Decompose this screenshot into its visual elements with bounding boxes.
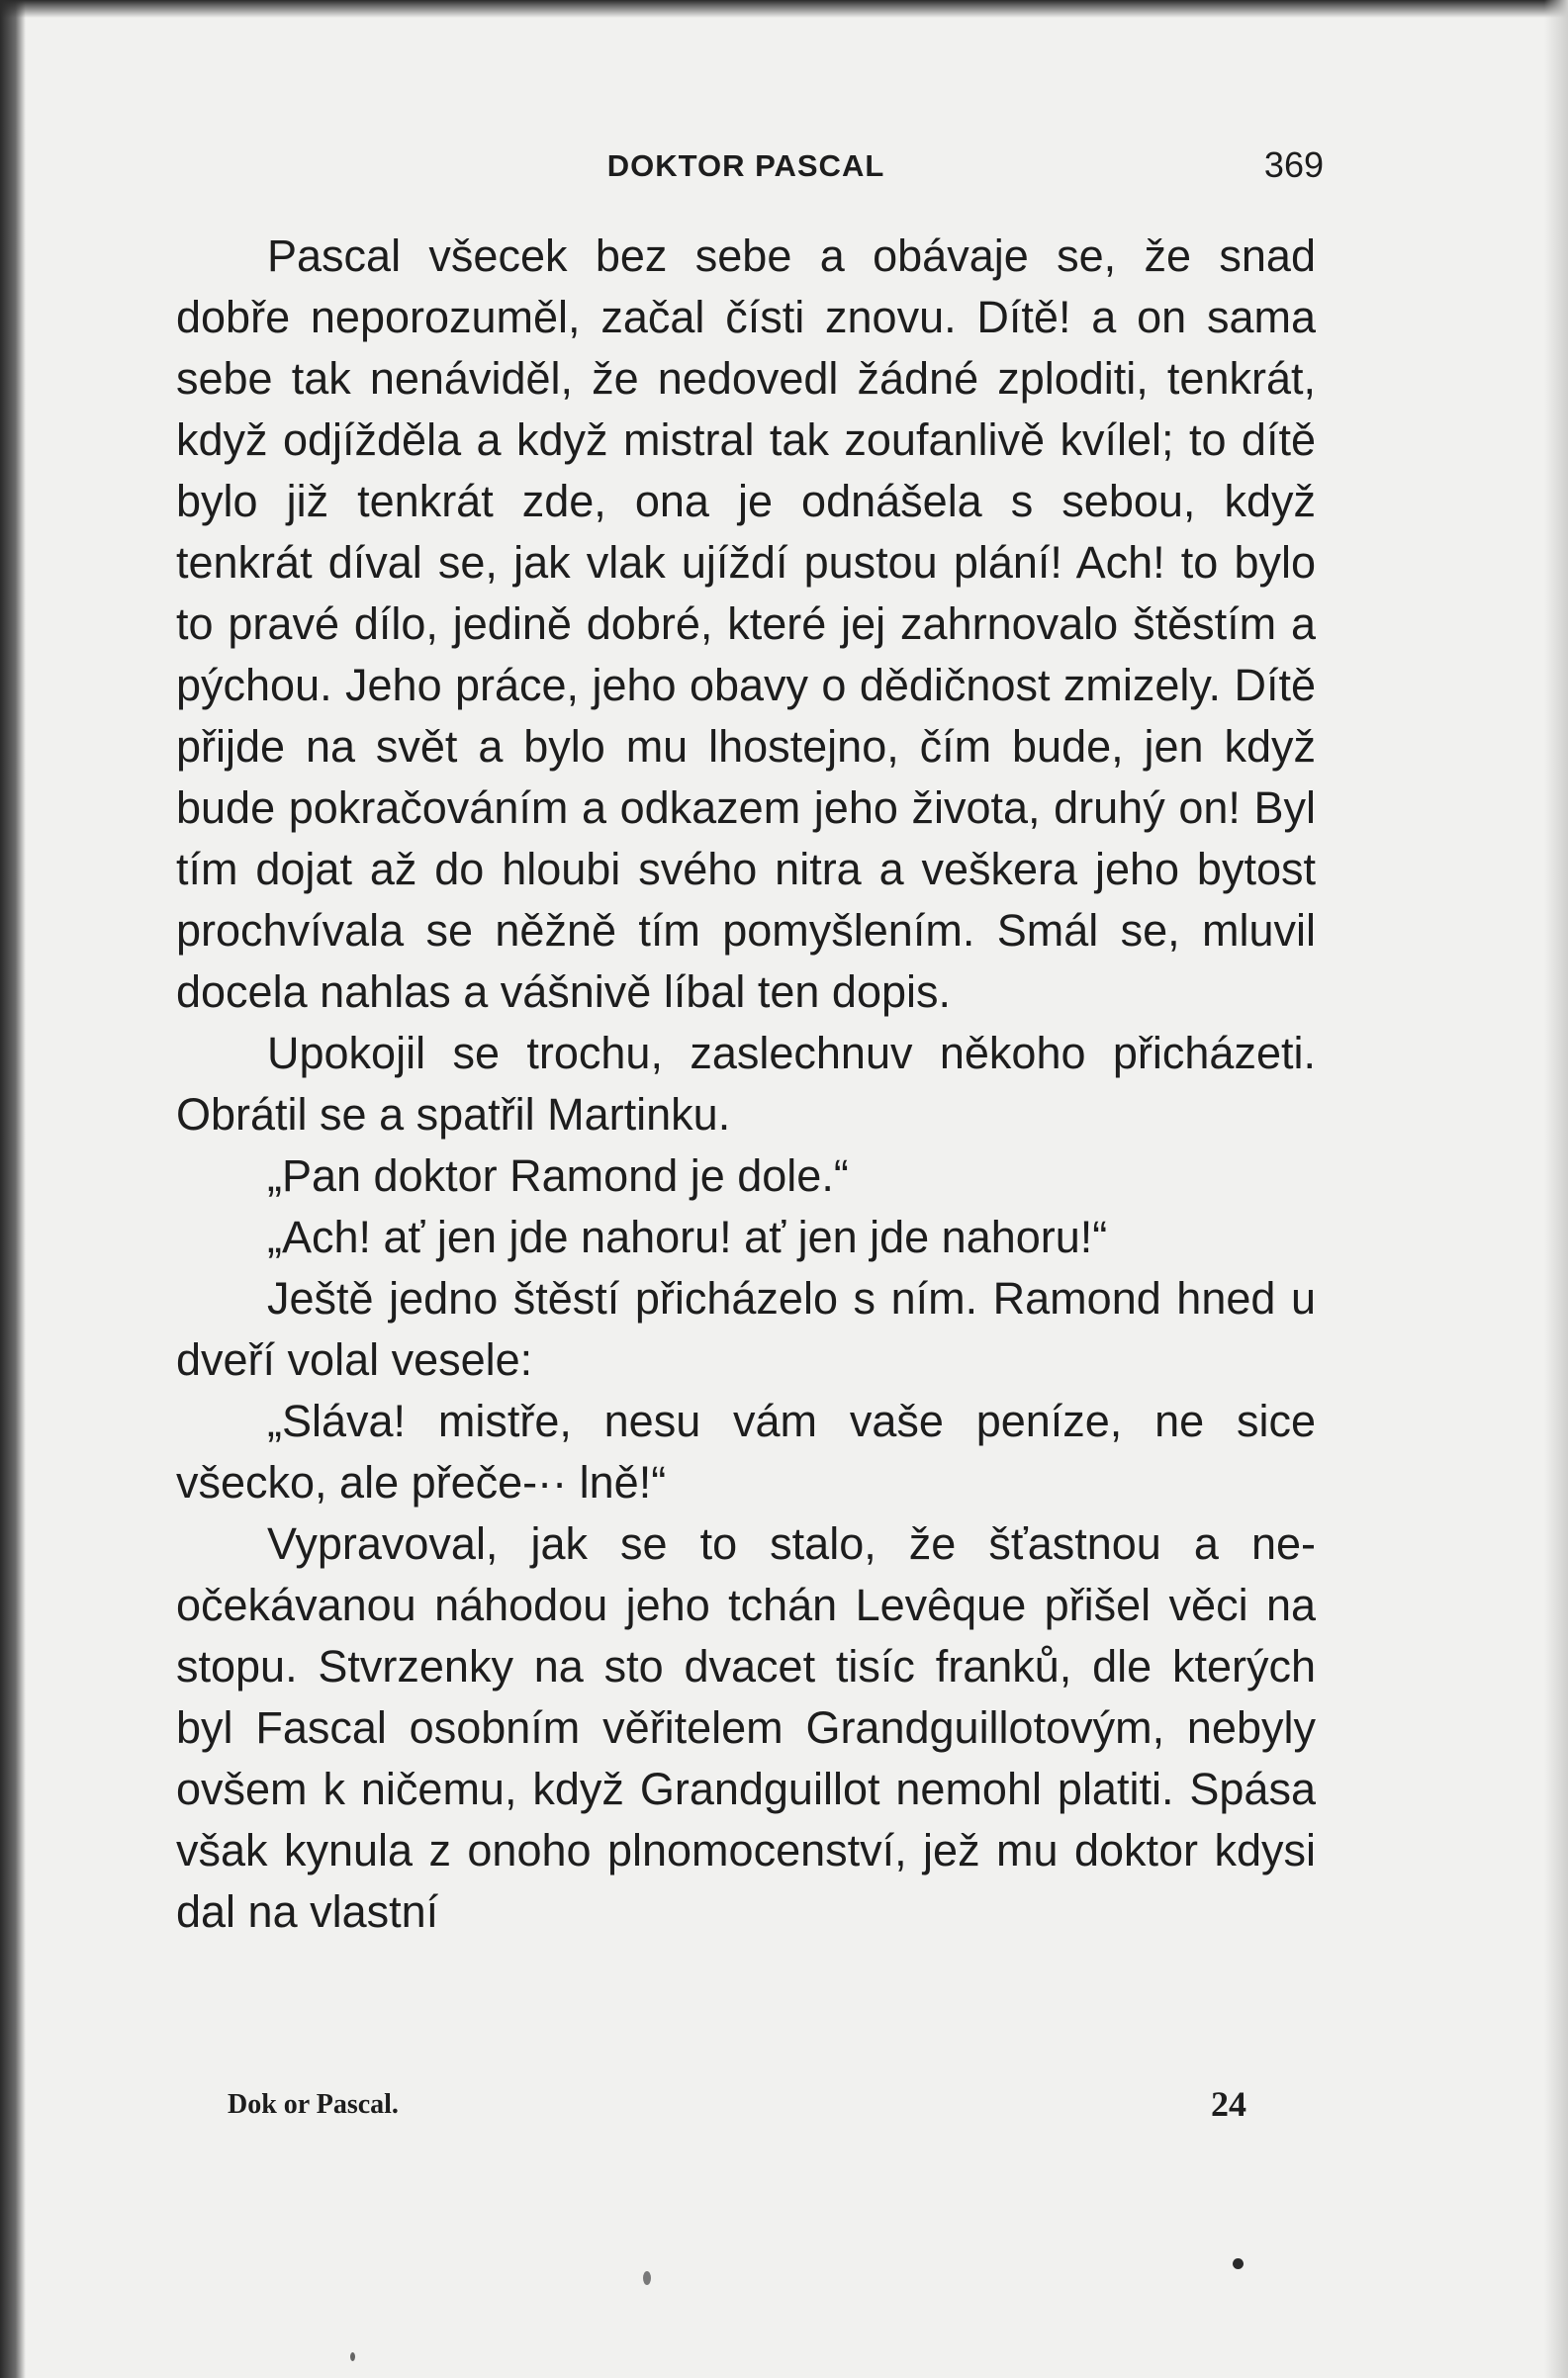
body-text [176,226,1316,1943]
paragraph: Ještě jedno štěstí přicházelo s ním. Ramond hned u dveří volal vesele: [176,1273,1316,1385]
sheet-number: 24 [1211,2084,1246,2124]
ink-speck [350,2352,355,2361]
page-number: 369 [1263,144,1324,185]
paragraph: „Pan doktor Ramond je dole.“ [267,1150,849,1201]
ink-speck [643,2271,651,2285]
signature-mark: Dok or Pascal. [228,2089,399,2120]
scan-edge-top [0,0,1568,18]
scan-edge-left [0,0,26,2378]
paragraph: Vypravoval, jak se to stalo, že šťastnou a neočekávanou náhodou jeho tchán Levêque přišel věci na stopu. Stvrzenky na sto dvacet tisíc franků, dle kterých byl Fascal osobním věřitelem Grandguillotovým, nebyly ovšem k ničemu, když Grandguillot nemohl platiti. Spása však kynula z onoho plnomocenství, jež mu doktor kdysi dal na vlastní [176,1518,1316,1937]
ink-speck [1233,2258,1244,2269]
book-page [176,144,1324,1943]
page-footer [228,2084,1246,2129]
running-head [176,144,1324,198]
paragraph: „Sláva! mistře, nesu vám vaše peníze, ne sice všecko, ale přeče-·· lně!“ [176,1396,1316,1508]
running-title: DOKTOR PASCAL [606,148,885,183]
paragraph: Upokojil se trochu, zaslechnuv někoho přicházeti. Obrátil se a spatřil Martinku. [176,1028,1316,1140]
paragraph: Pascal všecek bez sebe a obávaje se, že snad dobře neporozuměl, začal čísti znovu. Dítě! a on sama sebe tak nenáviděl, že nedovedl žádné zploditi, tenkrát, když odjížděla a když mistral tak zoufanlivě kvílel; to dítě bylo již tenkrát zde, ona je odnášela s sebou, když tenkrát díval se, jak vlak ujíždí pustou plání! Ach! to bylo to pravé dílo, jedině dobré, které jej zahrnovalo štěstím a pýchou. Jeho práce, jeho obavy o dědičnost zmizely. Dítě přijde na svět a bylo mu lhostejno, čím bude, jen když bude pokračováním a odkazem jeho života, druhý on! Byl tím dojat až do hloubi svého nitra a veškera jeho bytost prochvívala se něžně tím pomyšlením. Smál se, mluvil docela nahlas a vášnivě líbal ten dopis. [176,230,1316,1017]
paragraph: „Ach! ať jen jde nahoru! ať jen jde nahoru!“ [267,1212,1108,1262]
scan-edge-right [1544,0,1568,2378]
